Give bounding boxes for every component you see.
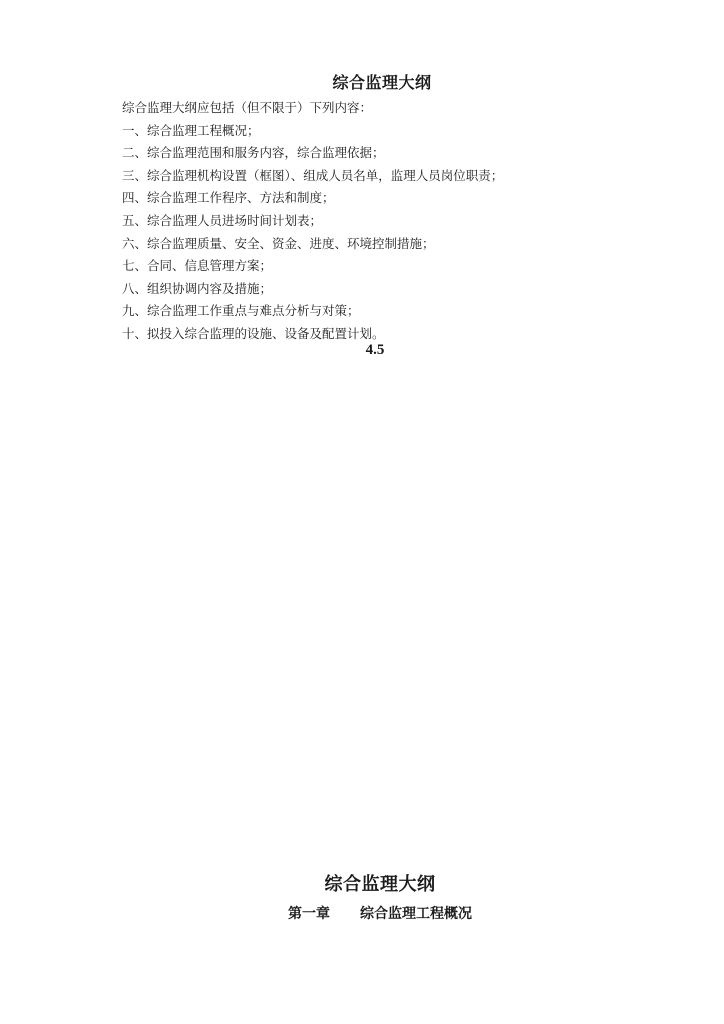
list-item: 八、组织协调内容及措施； — [122, 280, 273, 296]
chapter-heading — [0, 903, 724, 923]
document-title-bottom: 综合监理大纲 — [324, 874, 436, 895]
list-item: 五、综合监理人员进场时间计划表； — [122, 212, 323, 228]
list-item: 二、综合监理范围和服务内容，综合监理依据； — [122, 145, 385, 161]
list-item: 一、综合监理工程概况； — [122, 122, 260, 138]
intro-line: 综合监理大纲应包括（但不限于）下列内容： — [122, 100, 373, 115]
chapter-title: 综合监理工程概况 — [360, 906, 472, 922]
list-item: 四、综合监理工作程序、方法和制度； — [122, 190, 335, 206]
list-item: 九、综合监理工作重点与难点分析与对策； — [122, 303, 360, 319]
contents-list — [122, 97, 503, 346]
page-number: 4.5 — [365, 342, 385, 358]
list-item: 七、合同、信息管理方案； — [122, 258, 273, 274]
list-item: 三、综合监理机构设置（框图）、组成人员名单，监理人员岗位职责； — [122, 167, 504, 183]
document-title-top: 综合监理大纲 — [332, 73, 432, 92]
list-item: 十、拟投入综合监理的设施、设备及配置计划。 — [122, 325, 385, 341]
chapter-label: 第一章 — [288, 906, 330, 922]
list-item: 六、综合监理质量、安全、资金、进度、环境控制措施； — [122, 235, 435, 251]
